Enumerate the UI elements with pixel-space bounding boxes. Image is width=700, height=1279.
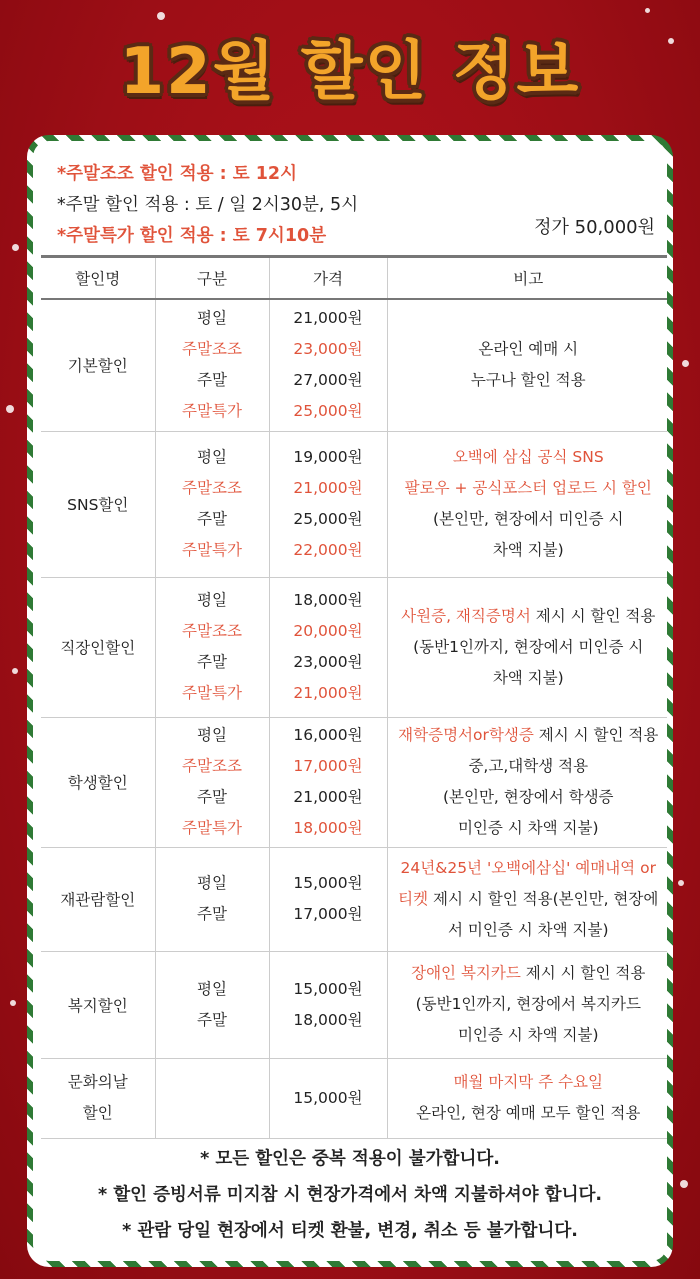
price-value: 22,000원 xyxy=(293,541,363,559)
discount-types xyxy=(155,951,269,1058)
discount-prices xyxy=(269,951,387,1058)
price-value: 27,000원 xyxy=(293,371,363,390)
remark-highlight: 오백에 삼십 공식 SNS xyxy=(452,448,604,466)
snowflake xyxy=(680,1180,688,1188)
footer-notes xyxy=(33,1141,667,1249)
remark-highlight: 24년&25년 '오백에삼십' 예매내역 or xyxy=(400,858,656,877)
price-value: 20,000원 xyxy=(293,622,363,640)
price-value: 25,000원 xyxy=(293,402,363,421)
price-value: 19,000원 xyxy=(293,448,363,466)
remark-line xyxy=(392,853,666,884)
remark-line xyxy=(392,504,666,535)
remark-text: 차액 지불) xyxy=(492,541,564,559)
type-label: 평일 xyxy=(197,309,227,328)
discount-name xyxy=(41,1058,155,1138)
discount-types xyxy=(155,717,269,847)
type-label: 주말조조 xyxy=(182,340,242,359)
price-value: 21,000원 xyxy=(293,788,363,806)
remark-line xyxy=(392,884,666,915)
discount-remarks xyxy=(387,577,667,717)
snowflake xyxy=(682,360,689,367)
discount-name: 재관람할인 xyxy=(41,847,155,951)
discount-types xyxy=(155,577,269,717)
type-label: 주말특가 xyxy=(182,402,242,421)
remark-line xyxy=(392,1098,666,1129)
type-label: 주말 xyxy=(197,788,227,806)
discount-table xyxy=(41,255,667,1139)
discount-name: 직장인할인 xyxy=(41,577,155,717)
type-label: 평일 xyxy=(197,591,227,609)
note-weekend-early: *주말조조 할인 적용 : 토 12시 xyxy=(57,164,298,184)
snowflake xyxy=(157,12,165,20)
remark-text: 제시 시 할인 적용 xyxy=(530,606,656,625)
footer-note: * 할인 증빙서류 미지참 시 현장가격에서 차액 지불하셔야 합니다. xyxy=(97,1185,603,1205)
discount-remarks xyxy=(387,847,667,951)
header-price: 가격 xyxy=(269,257,387,300)
discount-name: SNS할인 xyxy=(41,431,155,577)
type-label: 주말 xyxy=(197,905,227,923)
remark-text: 제시 시 할인 적용 xyxy=(533,726,659,744)
remark-highlight: 사원증, 재직증명서 xyxy=(401,606,531,625)
discount-prices xyxy=(269,299,387,431)
note-weekend: *주말 할인 적용 : 토 / 일 2시30분, 5시 xyxy=(57,195,359,215)
price-value: 17,000원 xyxy=(293,905,363,923)
remark-text: (본인만, 현장에서 미인증 시 xyxy=(433,510,624,528)
remark-line xyxy=(392,958,666,989)
header-remarks: 비고 xyxy=(387,257,667,300)
snowflake xyxy=(12,244,19,251)
type-label: 평일 xyxy=(197,448,227,466)
type-label: 평일 xyxy=(197,726,227,744)
price-value: 21,000원 xyxy=(293,479,363,497)
type-label: 평일 xyxy=(197,874,227,892)
footer-note: * 모든 할인은 중복 적용이 불가합니다. xyxy=(200,1149,500,1169)
schedule-notes xyxy=(57,159,358,252)
table-row xyxy=(41,717,667,847)
type-label: 주말조조 xyxy=(182,622,242,640)
discount-name-line: 문화의날 xyxy=(67,1073,128,1091)
price-value: 15,000원 xyxy=(293,979,363,998)
discount-prices xyxy=(269,431,387,577)
remark-line xyxy=(392,720,666,751)
remark-highlight: 팔로우 + 공식포스터 업로드 시 할인 xyxy=(404,479,652,497)
table-row xyxy=(41,577,667,717)
snowflake xyxy=(678,880,684,886)
price-value: 16,000원 xyxy=(293,726,363,744)
price-value: 18,000원 xyxy=(293,591,363,609)
page-title: 12월 할인 정보 xyxy=(119,35,581,109)
type-label: 주말 xyxy=(197,371,227,390)
footer-note: * 관람 당일 현장에서 티켓 환불, 변경, 취소 등 불가합니다. xyxy=(122,1221,578,1241)
remark-line xyxy=(392,632,666,663)
remark-line xyxy=(392,601,666,632)
type-label: 주말특가 xyxy=(182,819,242,837)
remark-text: (동반1인까지, 현장에서 복지카드 xyxy=(415,995,641,1013)
header-name: 할인명 xyxy=(41,257,155,300)
type-label: 주말조조 xyxy=(182,757,242,775)
remark-line xyxy=(392,915,666,946)
table-row xyxy=(41,299,667,431)
remark-text: 온라인, 현장 예매 모두 할인 적용 xyxy=(416,1104,641,1122)
price-value: 21,000원 xyxy=(293,684,363,702)
table-row xyxy=(41,847,667,951)
type-label: 주말조조 xyxy=(182,479,242,497)
discount-types xyxy=(155,299,269,431)
remark-text: 서 미인증 시 차액 지불) xyxy=(447,920,609,939)
type-label: 평일 xyxy=(197,979,227,998)
discount-prices xyxy=(269,577,387,717)
remark-line xyxy=(392,663,666,694)
remark-line xyxy=(392,334,666,365)
discount-name: 학생할인 xyxy=(41,717,155,847)
remark-text: 미인증 시 차액 지불) xyxy=(457,819,599,837)
remark-text: 온라인 예매 시 xyxy=(478,340,579,359)
price-value: 15,000원 xyxy=(293,1088,363,1107)
discount-types xyxy=(155,431,269,577)
price-value: 25,000원 xyxy=(293,510,363,528)
discount-remarks xyxy=(387,951,667,1058)
remark-line xyxy=(392,1067,666,1098)
type-label: 주말 xyxy=(197,510,227,528)
price-value: 15,000원 xyxy=(293,874,363,892)
snowflake xyxy=(6,405,14,413)
discount-prices xyxy=(269,1058,387,1138)
price-value: 21,000원 xyxy=(293,309,363,328)
discount-types xyxy=(155,847,269,951)
discount-prices xyxy=(269,847,387,951)
discount-name-line: 할인 xyxy=(82,1104,113,1122)
table-header-row xyxy=(41,257,667,300)
price-value: 23,000원 xyxy=(293,340,363,359)
type-label: 주말특가 xyxy=(182,541,242,559)
snowflake xyxy=(645,8,650,13)
remark-line xyxy=(392,365,666,396)
remark-highlight: 장애인 복지카드 xyxy=(411,964,521,982)
discount-remarks xyxy=(387,1058,667,1138)
remark-line xyxy=(392,751,666,782)
remark-line xyxy=(392,535,666,566)
remark-text: 미인증 시 차액 지불) xyxy=(457,1026,599,1044)
remark-text: 제시 시 할인 적용 xyxy=(520,964,646,982)
remark-text: 차액 지불) xyxy=(492,668,564,687)
note-weekend-special: *주말특가 할인 적용 : 토 7시10분 xyxy=(57,226,327,246)
remark-line xyxy=(392,782,666,813)
remark-text: 중,고,대학생 적용 xyxy=(468,757,589,775)
remark-highlight: 티켓 xyxy=(398,889,429,908)
remark-highlight: 매월 마지막 주 수요일 xyxy=(453,1073,604,1091)
table-row xyxy=(41,431,667,577)
remark-line xyxy=(392,442,666,473)
price-value: 23,000원 xyxy=(293,653,363,671)
remark-line xyxy=(392,813,666,844)
remark-text: 누구나 할인 적용 xyxy=(470,371,586,390)
price-value: 18,000원 xyxy=(293,819,363,837)
discount-types xyxy=(155,1058,269,1138)
table-row xyxy=(41,1058,667,1138)
remark-highlight: 재학증명서or학생증 xyxy=(398,726,534,744)
discount-prices xyxy=(269,717,387,847)
remark-line xyxy=(392,473,666,504)
remark-line xyxy=(392,989,666,1020)
remark-text: (본인만, 현장에서 학생증 xyxy=(442,788,614,806)
discount-remarks xyxy=(387,431,667,577)
remark-text: (동반1인까지, 현장에서 미인증 시 xyxy=(413,637,644,656)
table-row xyxy=(41,951,667,1058)
header-type: 구분 xyxy=(155,257,269,300)
discount-remarks xyxy=(387,299,667,431)
discount-name: 기본할인 xyxy=(41,299,155,431)
discount-remarks xyxy=(387,717,667,847)
discount-name: 복지할인 xyxy=(41,951,155,1058)
info-card xyxy=(27,135,673,1267)
type-label: 주말 xyxy=(197,653,227,671)
price-value: 17,000원 xyxy=(293,757,363,775)
type-label: 주말 xyxy=(197,1010,227,1029)
type-label: 주말특가 xyxy=(182,684,242,702)
price-value: 18,000원 xyxy=(293,1010,363,1029)
regular-price: 정가 50,000원 xyxy=(534,217,655,238)
remark-text: 제시 시 할인 적용(본인만, 현장에 xyxy=(428,889,659,908)
snowflake xyxy=(10,1000,16,1006)
remark-line xyxy=(392,1020,666,1051)
snowflake xyxy=(12,668,18,674)
